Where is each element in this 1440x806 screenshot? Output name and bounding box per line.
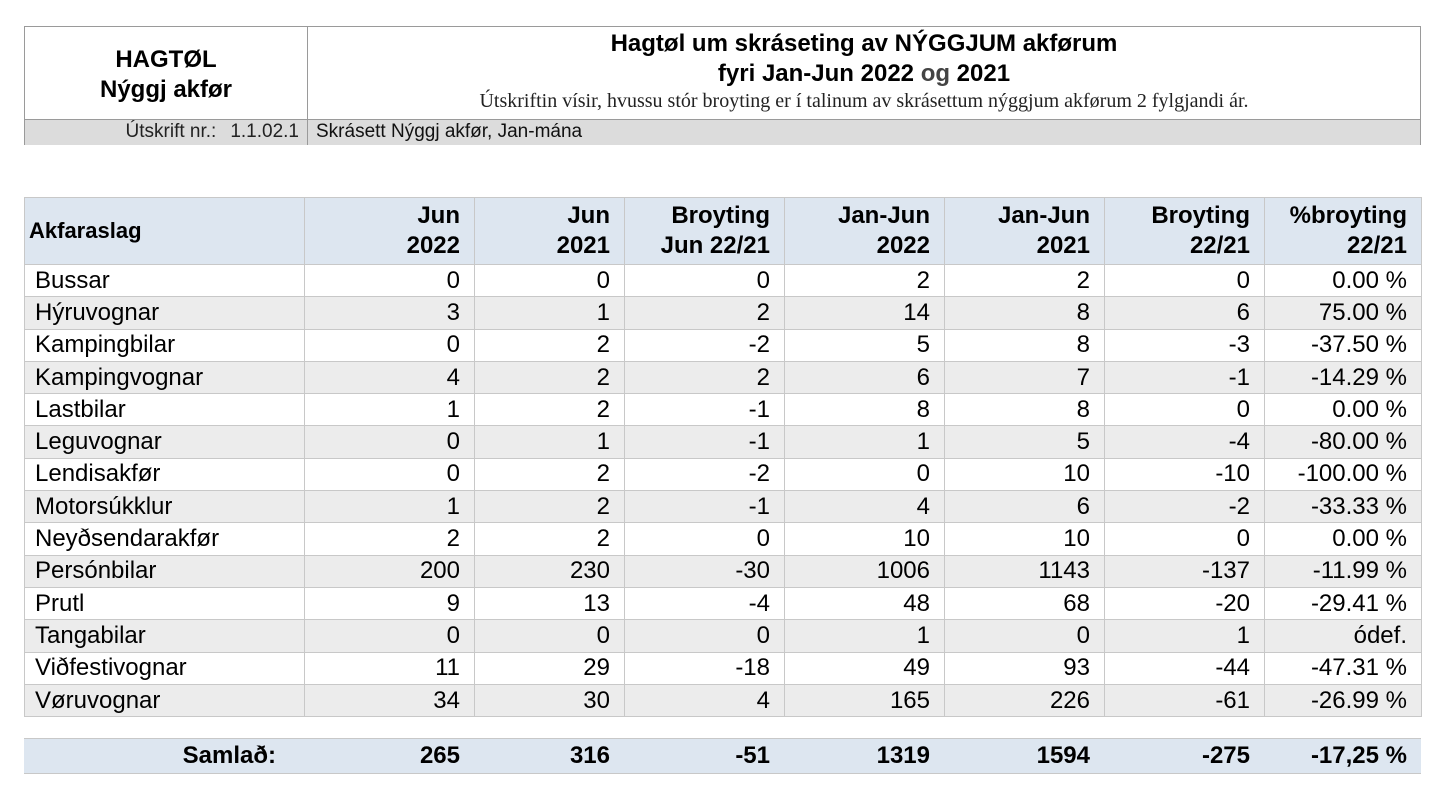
report-number: 1.1.02.1	[230, 121, 299, 142]
cell-jun-2022: 0	[305, 265, 475, 297]
cell-change-janjun: 0	[1105, 523, 1265, 555]
cell-jun-2021: 2	[475, 458, 625, 490]
cell-percent-change: -100.00 %	[1265, 458, 1422, 490]
cell-jun-2021: 1	[475, 426, 625, 458]
cell-change-jun: 2	[625, 361, 785, 393]
cell-change-janjun: 0	[1105, 394, 1265, 426]
cell-change-janjun: -20	[1105, 587, 1265, 619]
column-header-line1: Jan-Jun	[837, 202, 930, 229]
cell-vehicle-type: Lendisakfør	[25, 458, 305, 490]
main-title-block	[308, 27, 1420, 119]
cell-vehicle-type: Tangabilar	[25, 620, 305, 652]
cell-jun-2021: 1	[475, 297, 625, 329]
cell-vehicle-type: Persónbilar	[25, 555, 305, 587]
cell-vehicle-type: Hýruvognar	[25, 297, 305, 329]
column-header-janjun-2022	[785, 198, 945, 265]
cell-change-jun: 2	[625, 297, 785, 329]
table-row	[25, 620, 1422, 652]
cell-percent-change: -26.99 %	[1265, 684, 1422, 716]
cell-janjun-2022: 6	[785, 361, 945, 393]
cell-janjun-2021: 1143	[945, 555, 1105, 587]
cell-percent-change: -11.99 %	[1265, 555, 1422, 587]
total-change-janjun: -275	[1104, 739, 1264, 774]
cell-jun-2021: 29	[475, 652, 625, 684]
cell-janjun-2022: 5	[785, 329, 945, 361]
cell-jun-2021: 2	[475, 394, 625, 426]
cell-change-janjun: -3	[1105, 329, 1265, 361]
cell-percent-change: -80.00 %	[1265, 426, 1422, 458]
cell-vehicle-type: Vøruvognar	[25, 684, 305, 716]
column-header-line2: 22/21	[1189, 232, 1250, 259]
cell-percent-change: 0.00 %	[1265, 523, 1422, 555]
column-header-line2: 2021	[1036, 232, 1090, 259]
cell-janjun-2022: 48	[785, 587, 945, 619]
cell-jun-2022: 1	[305, 491, 475, 523]
total-janjun-2022: 1319	[784, 739, 944, 774]
table-row	[25, 684, 1422, 716]
cell-jun-2021: 0	[475, 620, 625, 652]
left-title-block	[25, 27, 308, 119]
cell-percent-change: 0.00 %	[1265, 265, 1422, 297]
cell-janjun-2021: 68	[945, 587, 1105, 619]
column-header-change-janjun	[1105, 198, 1265, 265]
cell-change-jun: -2	[625, 458, 785, 490]
cell-vehicle-type: Motorsúkklur	[25, 491, 305, 523]
cell-janjun-2022: 49	[785, 652, 945, 684]
cell-janjun-2021: 8	[945, 329, 1105, 361]
cell-vehicle-type: Kampingvognar	[25, 361, 305, 393]
table-row	[25, 265, 1422, 297]
table-body	[25, 265, 1422, 717]
left-title-line2: Nýggj akfør	[99, 76, 233, 103]
column-header-change-jun	[625, 198, 785, 265]
cell-janjun-2022: 10	[785, 523, 945, 555]
cell-jun-2022: 1	[305, 394, 475, 426]
cell-percent-change: -37.50 %	[1265, 329, 1422, 361]
total-jun-2022: 265	[304, 739, 474, 774]
column-header-line1: Jan-Jun	[997, 202, 1090, 229]
column-header-line1: Jun	[417, 202, 460, 229]
column-header-janjun-2021	[945, 198, 1105, 265]
cell-change-jun: -2	[625, 329, 785, 361]
cell-jun-2022: 0	[305, 329, 475, 361]
cell-jun-2022: 11	[305, 652, 475, 684]
total-table	[24, 738, 1421, 774]
total-vehicle-type: Samlað:	[24, 739, 304, 774]
table-row	[25, 329, 1422, 361]
column-header-line2: 2022	[406, 232, 460, 259]
cell-change-jun: 0	[625, 620, 785, 652]
table-row	[25, 491, 1422, 523]
cell-change-jun: 0	[625, 265, 785, 297]
cell-change-jun: -18	[625, 652, 785, 684]
cell-janjun-2022: 1	[785, 620, 945, 652]
table-header-row	[25, 198, 1422, 265]
cell-janjun-2021: 0	[945, 620, 1105, 652]
cell-change-jun: 0	[625, 523, 785, 555]
cell-janjun-2022: 1	[785, 426, 945, 458]
total-janjun-2021: 1594	[944, 739, 1104, 774]
cell-janjun-2021: 5	[945, 426, 1105, 458]
cell-change-jun: -30	[625, 555, 785, 587]
table-row	[25, 394, 1422, 426]
cell-vehicle-type: Bussar	[25, 265, 305, 297]
table-row	[25, 555, 1422, 587]
cell-janjun-2021: 93	[945, 652, 1105, 684]
column-header-line1: Broyting	[671, 202, 770, 229]
cell-percent-change: ódef.	[1265, 620, 1422, 652]
cell-change-janjun: -1	[1105, 361, 1265, 393]
cell-jun-2022: 200	[305, 555, 475, 587]
cell-vehicle-type: Kampingbilar	[25, 329, 305, 361]
column-header-jun-2022	[305, 198, 475, 265]
column-header-line1: Broyting	[1151, 202, 1250, 229]
cell-jun-2021: 2	[475, 361, 625, 393]
page-title: Hagtøl um skráseting av NÝGGJUM akførum	[610, 30, 1118, 57]
cell-jun-2022: 9	[305, 587, 475, 619]
cell-change-jun: -1	[625, 426, 785, 458]
column-header-line2: Jun 22/21	[660, 232, 770, 259]
cell-percent-change: -29.41 %	[1265, 587, 1422, 619]
total-jun-2021: 316	[474, 739, 624, 774]
report-number-cell	[25, 120, 308, 145]
cell-change-janjun: 0	[1105, 265, 1265, 297]
cell-janjun-2021: 10	[945, 523, 1105, 555]
cell-percent-change: 75.00 %	[1265, 297, 1422, 329]
cell-janjun-2022: 165	[785, 684, 945, 716]
report-info-bar	[25, 119, 1420, 145]
cell-janjun-2021: 6	[945, 491, 1105, 523]
cell-change-jun: 4	[625, 684, 785, 716]
table-row	[25, 426, 1422, 458]
cell-jun-2022: 0	[305, 458, 475, 490]
cell-janjun-2022: 4	[785, 491, 945, 523]
table-row	[25, 652, 1422, 684]
cell-vehicle-type: Viðfestivognar	[25, 652, 305, 684]
column-header-line1: Jun	[567, 202, 610, 229]
cell-vehicle-type: Prutl	[25, 587, 305, 619]
cell-change-jun: -1	[625, 394, 785, 426]
column-header-line2: 22/21	[1346, 232, 1407, 259]
cell-percent-change: -14.29 %	[1265, 361, 1422, 393]
cell-janjun-2022: 1006	[785, 555, 945, 587]
period-part-a: fyri Jan-Jun 2022	[717, 60, 921, 87]
cell-jun-2021: 0	[475, 265, 625, 297]
cell-janjun-2021: 7	[945, 361, 1105, 393]
cell-jun-2022: 3	[305, 297, 475, 329]
column-header-line1: Akfaraslag	[29, 218, 142, 243]
cell-percent-change: -33.33 %	[1265, 491, 1422, 523]
cell-janjun-2021: 8	[945, 394, 1105, 426]
cell-change-janjun: -4	[1105, 426, 1265, 458]
table-row	[25, 297, 1422, 329]
cell-change-janjun: -10	[1105, 458, 1265, 490]
table-row	[25, 523, 1422, 555]
statistics-table	[24, 197, 1422, 717]
report-label: Útskrift nr.:	[125, 121, 217, 142]
cell-jun-2021: 2	[475, 491, 625, 523]
cell-change-janjun: -44	[1105, 652, 1265, 684]
column-header-vehicle-type	[25, 198, 305, 265]
cell-janjun-2021: 10	[945, 458, 1105, 490]
cell-change-janjun: 6	[1105, 297, 1265, 329]
column-header-percent-change	[1265, 198, 1422, 265]
cell-jun-2021: 230	[475, 555, 625, 587]
cell-jun-2022: 34	[305, 684, 475, 716]
cell-change-janjun: -61	[1105, 684, 1265, 716]
left-title-line1: HAGTØL	[115, 46, 217, 73]
column-header-jun-2021	[475, 198, 625, 265]
total-change-jun: -51	[624, 739, 784, 774]
cell-janjun-2022: 0	[785, 458, 945, 490]
cell-janjun-2021: 226	[945, 684, 1105, 716]
column-header-line2: 2021	[556, 232, 610, 259]
cell-jun-2022: 0	[305, 426, 475, 458]
cell-jun-2021: 2	[475, 329, 625, 361]
table-row	[25, 361, 1422, 393]
cell-jun-2021: 2	[475, 523, 625, 555]
period-part-b: 2021	[950, 60, 1011, 87]
cell-change-janjun: -137	[1105, 555, 1265, 587]
total-row	[24, 739, 1421, 774]
cell-vehicle-type: Leguvognar	[25, 426, 305, 458]
cell-vehicle-type: Lastbilar	[25, 394, 305, 426]
cell-jun-2022: 2	[305, 523, 475, 555]
cell-jun-2021: 13	[475, 587, 625, 619]
column-header-line2: 2022	[876, 232, 930, 259]
cell-change-janjun: 1	[1105, 620, 1265, 652]
column-header-line1: %broyting	[1289, 202, 1407, 229]
table-row	[25, 587, 1422, 619]
page-title-period	[308, 59, 1420, 89]
report-header	[24, 26, 1421, 145]
cell-change-jun: -4	[625, 587, 785, 619]
cell-change-jun: -1	[625, 491, 785, 523]
cell-janjun-2021: 8	[945, 297, 1105, 329]
page-subtitle: Útskriftin vísir, hvussu stór broyting er í talinum av skrásettum nýggjum akførum 2 fylgjandi ár.	[479, 90, 1249, 112]
cell-jun-2022: 4	[305, 361, 475, 393]
cell-janjun-2022: 2	[785, 265, 945, 297]
cell-janjun-2021: 2	[945, 265, 1105, 297]
cell-jun-2021: 30	[475, 684, 625, 716]
table-row	[25, 458, 1422, 490]
cell-percent-change: -47.31 %	[1265, 652, 1422, 684]
cell-jun-2022: 0	[305, 620, 475, 652]
cell-vehicle-type: Neyðsendarakfør	[25, 523, 305, 555]
report-description: Skrásett Nýggj akfør, Jan-mána	[316, 121, 583, 142]
cell-change-janjun: -2	[1105, 491, 1265, 523]
cell-janjun-2022: 14	[785, 297, 945, 329]
cell-janjun-2022: 8	[785, 394, 945, 426]
period-og: og	[920, 60, 951, 87]
cell-percent-change: 0.00 %	[1265, 394, 1422, 426]
total-percent-change: -17,25 %	[1264, 739, 1421, 774]
